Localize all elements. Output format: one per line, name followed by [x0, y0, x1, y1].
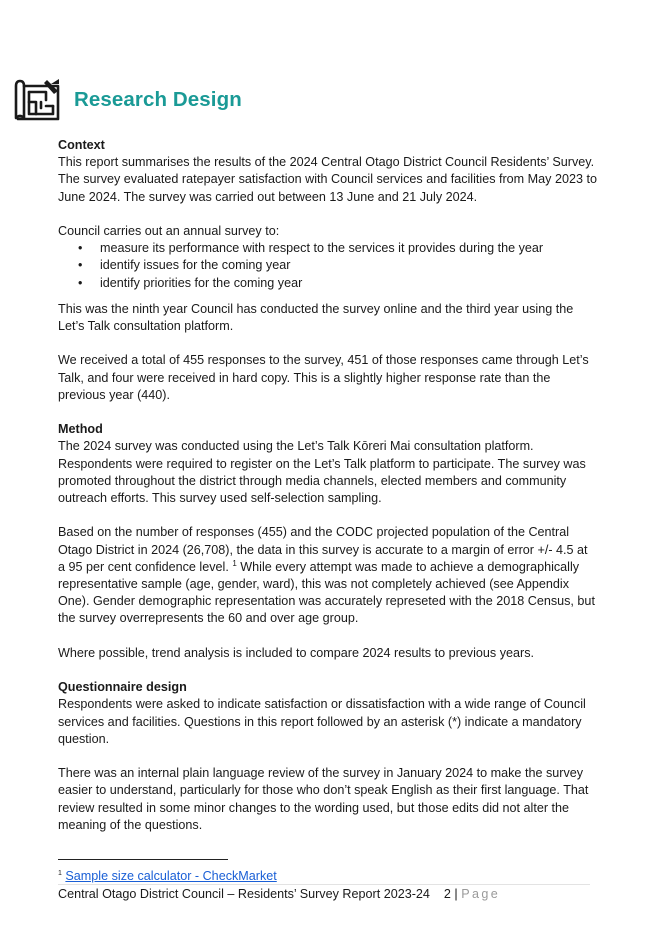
- list-item: • measure its performance with respect to the services it provides during the year: [58, 240, 598, 257]
- context-heading: Context: [58, 138, 105, 152]
- page-footer: [58, 886, 500, 902]
- list-item: • identify issues for the coming year: [58, 257, 598, 274]
- footer-text: Central Otago District Council – Residents’ Survey Report 2023-24: [58, 887, 430, 901]
- questionnaire-paragraph-1: Respondents were asked to indicate satisfaction or dissatisfaction with a wide range of Council services and facilities. Questions in this report followed by an asterisk (*) indicate a mandatory question.: [58, 697, 586, 746]
- context-paragraph-1: This report summarises the results of the 2024 Central Otago District Council Residents’ Survey. The survey evaluated ratepayer satisfaction with Council services and facilities from May 2023 to June 2024. The survey was carried out between 13 June and 21 July 2024.: [58, 155, 597, 204]
- footer-divider: [58, 884, 590, 885]
- body-content: [58, 137, 598, 834]
- page-label: Page: [461, 887, 501, 901]
- context-intro: Council carries out an annual survey to:: [58, 224, 280, 238]
- footnote: [58, 868, 277, 884]
- footnote-number: 1: [58, 869, 62, 877]
- footnote-link[interactable]: Sample size calculator - CheckMarket: [65, 869, 277, 883]
- list-item: • identify priorities for the coming year: [58, 275, 598, 292]
- page-number: 2 |: [443, 887, 458, 901]
- section-header: [13, 78, 242, 122]
- context-paragraph-3: We received a total of 455 responses to the survey, 451 of those responses came through Let’s Talk, and four were received in hard copy. This is a slightly higher response rate than the previous year (440).: [58, 353, 589, 402]
- footnote-reference[interactable]: 1: [232, 558, 237, 568]
- page-title: Research Design: [74, 88, 242, 111]
- questionnaire-paragraph-2: There was an internal plain language review of the survey in January 2024 to make the survey easier to understand, particularly for those who don’t speak English as their first language. That review resulted in some minor changes to the wording used, but those edits did not alter the meaning of the questions.: [58, 766, 589, 832]
- blueprint-icon: [13, 78, 61, 122]
- method-paragraph-1: The 2024 survey was conducted using the Let’s Talk Kōreri Mai consultation platform. Respondents were required to register on the Let’s Talk platform to participate. The survey was promoted throughout the district through media channels, elected members and community outreach efforts. This survey used self-selection sampling.: [58, 439, 586, 506]
- purpose-list: [58, 240, 598, 292]
- footnote-divider: [58, 859, 228, 860]
- questionnaire-heading: Questionnaire design: [58, 680, 187, 695]
- context-paragraph-2: This was the ninth year Council has conducted the survey online and the third year using the Let’s Talk consultation platform.: [58, 301, 574, 334]
- method-paragraph-3: Where possible, trend analysis is included to compare 2024 results to previous years.: [58, 645, 535, 660]
- method-heading: Method: [58, 422, 103, 437]
- method-paragraph-2: Based on the number of responses (455) and the CODC projected population of the Central Otago District in 2024 (26,708), the data in this survey is accurate to a margin of error +/- 4.5 at a 95 per cent confidence level. $^1$ While every attempt was made to achieve a demographically representative sample (age, gender, ward), this was not completely achieved (see Appendix One). Gender demographic representation was accurately represeted with the 2018 Census, but the survey overrepresents the 60 and over age group.: [58, 525, 595, 626]
